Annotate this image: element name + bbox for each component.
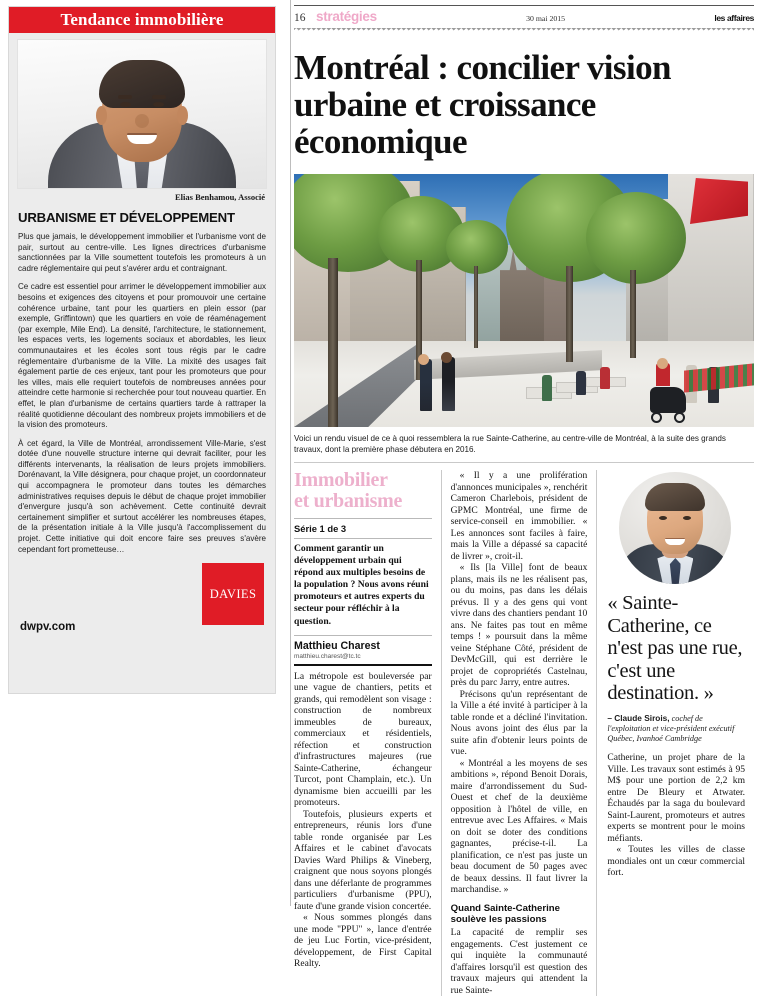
pull-quote: « Sainte-Catherine, ce n'est pas une rue, c'est une destination. » bbox=[607, 592, 743, 704]
publication-logo: les affaires bbox=[714, 13, 754, 23]
tree-trunk bbox=[328, 258, 338, 427]
tree-trunk bbox=[566, 266, 573, 362]
pull-quote-attribution-name: – Claude Sirois, bbox=[607, 712, 670, 723]
photo-brow-right bbox=[152, 95, 166, 99]
tree-trunk bbox=[630, 270, 636, 358]
davies-logo-text: DAVIES bbox=[209, 586, 257, 601]
byline-author: Matthieu Charest bbox=[294, 639, 380, 652]
photo-eye-left bbox=[120, 102, 131, 107]
byline-email[interactable]: matthieu.charest@tc.tc bbox=[294, 652, 361, 660]
article-paragraph: La capacité de remplir ses engagements. C'est justement ce qui inquiète la communauté d'affaires lorsqu'il est question des travaux majeurs qui attendent la rue Sainte- bbox=[450, 927, 588, 996]
serie-rule bbox=[294, 538, 432, 539]
series-kicker bbox=[294, 470, 432, 512]
tree bbox=[586, 192, 686, 284]
pull-quote-attribution-role: cochef de l'exploitation et vice-président exécutif Québec, Ivanhoé Cambridge bbox=[607, 713, 735, 743]
advertiser-website[interactable]: dwpv.com bbox=[20, 621, 76, 634]
advertorial-panel bbox=[8, 6, 276, 694]
article-subhead: Quand Sainte-Catherine soulève les passions bbox=[450, 902, 560, 925]
pull-quote-attribution bbox=[607, 713, 745, 745]
advertorial-banner bbox=[9, 7, 275, 33]
page-title: Montréal : concilier vision urbaine et croissance économique bbox=[294, 48, 671, 161]
advertorial-paragraph: Plus que jamais, le développement immobilier et l'urbanisme vont de pair, surtout au centre-ville. Les lignes directrices d'urbanisme sanctionnées par la Ville soumettent toutefois les promoteurs à un cadre réglementaire qui peut s'avérer ardu et contraignant. bbox=[18, 232, 266, 273]
article-column-2 bbox=[441, 470, 597, 996]
article-paragraph: « Nous sommes plongés dans une mode "PPU" », lance d'entrée de jeu Luc Fortin, vice-président, développement, de First Capital Realty. bbox=[294, 912, 432, 970]
article-paragraph: La métropole est bouleversée par une vague de chantiers, petits et grands, qui remodèlent son visage : construction de nombreux immeubles de bureaux, commerciaux et résidentiels, réfection et construction d'infrastructures majeures (rue Sainte-Catherine, échangeur Turcot, pont Champlain, etc.). Un dynamisme bien accueilli par les promoteurs. bbox=[294, 670, 432, 809]
advertorial-body bbox=[9, 210, 275, 649]
photo-ear-left bbox=[96, 106, 107, 125]
masthead bbox=[294, 5, 754, 26]
article-paragraph: Toutefois, plusieurs experts et entrepreneurs, réunis lors d'une table ronde organisée par Les Affaires et le cabinet d'avocats Davies Ward Philips & Vineberg, craignent que nous soyons plongés dans une déferlante de programmes particuliers d'urbanisme (PPU), faute d'une grande vision concertée. bbox=[294, 808, 432, 912]
photo-ear-right bbox=[177, 106, 188, 125]
source-portrait bbox=[619, 472, 731, 584]
portrait-hair bbox=[645, 483, 705, 511]
article-column-1 bbox=[294, 470, 441, 996]
series-kicker-line2: et urbanisme bbox=[294, 490, 403, 512]
advertorial-column bbox=[0, 0, 284, 906]
photo-hair bbox=[99, 60, 185, 108]
pedestrian bbox=[442, 357, 455, 411]
series-counter: Série 1 de 3 bbox=[294, 523, 347, 534]
article-paragraph: Catherine, un projet phare de la Ville. Les travaux sont estimés à 95 M$ pour une portion de 2,2 km entre De Bleury et Atwater. Échaudés par la saga du boulevard Saint-Laurent, promoteurs et autres experts se montrent pour le moins méfiants. bbox=[607, 752, 745, 844]
pedestrian-head bbox=[657, 358, 668, 369]
davies-logo bbox=[202, 563, 264, 625]
portrait-mouth bbox=[665, 538, 685, 545]
article-paragraph: « Il y a une prolifération d'annonces municipales », renchérit Cameron Charlebois, président de GPMC Montréal, une firme de service-conseil en immobilier. « Les annonces sont faciles à faire, mais la Ville a dépassé sa capacité de livrer », croit-il. bbox=[450, 470, 588, 562]
advertiser-block bbox=[18, 563, 266, 641]
article-paragraph: Précisons qu'un représentant de la Ville a été invité à participer à la table ronde et a décliné l'invitation. Nous avons joint des élus par la suite afin d'obtenir leurs points de vue. bbox=[450, 688, 588, 757]
pedestrian bbox=[420, 359, 432, 411]
stroller-wheel bbox=[651, 412, 662, 423]
article-paragraph: « Ils [la Ville] font de beaux plans, mais ils ne les réalisent pas, ou du moins, pas dans les délais prévus. Il y a des gens qui vont vivre dans des chantiers pendant 10 ans. Ne faites pas tout en même temps ! » poursuit dans la même veine Stéphane Côté, président de DevMcGill, qui est derrière le projet de copropriétés Castelnau, près du parc Jarry, entre autres. bbox=[450, 562, 588, 688]
street-rendering-image bbox=[294, 174, 754, 427]
seated-person bbox=[576, 371, 586, 395]
byline-rule-bottom bbox=[294, 664, 432, 666]
stroller-body bbox=[650, 387, 686, 413]
pedestrian-head bbox=[418, 354, 429, 365]
byline-rule-top bbox=[294, 635, 432, 636]
article-column-3 bbox=[596, 470, 754, 996]
advertorial-photo-wrap bbox=[9, 33, 275, 189]
advertorial-banner-title: Tendance immobilière bbox=[60, 10, 224, 29]
editorial-column bbox=[284, 0, 760, 996]
photo-eye-right bbox=[153, 102, 164, 107]
seated-person bbox=[600, 367, 610, 389]
kicker-rule bbox=[294, 518, 432, 519]
photo-caption: Voici un rendu visuel de ce à quoi ressemblera la rue Sainte-Catherine, au centre-ville de Montréal, à la suite des grands travaux, dont la première phase débutera en 2016. bbox=[294, 434, 726, 454]
decorative-zigzag-rule bbox=[294, 28, 754, 33]
caption-rule bbox=[294, 462, 754, 463]
author-photo-credit: Elias Benhamou, Associé bbox=[175, 192, 265, 202]
page-number: 16 bbox=[294, 12, 306, 24]
seated-person bbox=[542, 375, 552, 401]
article-paragraph: « Montréal a les moyens de ses ambitions », répond Benoit Dorais, maire d'arrondissement du Sud-Ouest et chef de la deuxième opposition à l'hôtel de ville, en entrevue avec Les Affaires. « Mais on doit se doter des conditions gagnantes, précise-t-il. La planification, ce n'est pas juste un beau document de 50 pages avec de beaux dessins. Il faut livrer la marchandise. » bbox=[450, 757, 588, 895]
tree-trunk bbox=[474, 266, 478, 348]
standfirst: Comment garantir un développement urbain qui répond aux multiples besoins de la population ? Nous avons réuni promoteurs et autres experts du secteur pour réfléchir à la question. bbox=[294, 543, 429, 627]
advertorial-paragraph: Ce cadre est essentiel pour arrimer le développement immobilier aux besoins et exigences des citoyens et pour promouvoir une certaine cohérence urbaine, tant pour les quartiers en plein essor (par exemple, Griffintown) que les quartiers en voie de réaménagement (par exemple, Mile End). La densité, l'architecture, le stationnement, les espaces verts, les logements sociaux et abordables, les lieux communautaires et les écoles sont tous régis par le cadre réglementaire d'urbanisme de la Ville. La mixité des usages fait également partie de ces enjeux, tant pour les promoteurs que pour les villes, mais elle requiert toutefois de nombreuses années pour atteindre cette harmonie si recherchée pour tout nouveau quartier. En effet, le plan d'urbanisme de certains quartiers tarde à rattraper la réalité quotidienne découlant des nombreux projets immobiliers et de la vision des promoteurs. bbox=[18, 282, 266, 430]
author-photo bbox=[17, 39, 267, 189]
stroller-wheel bbox=[674, 412, 685, 423]
stroller bbox=[650, 387, 686, 423]
article-paragraph: « Toutes les villes de classe mondiales ont un cœur commercial fort. bbox=[607, 844, 745, 879]
section-label: stratégies bbox=[316, 9, 377, 24]
photo-nose bbox=[135, 114, 149, 128]
pedestrian-head bbox=[441, 352, 452, 363]
advertorial-paragraph: À cet égard, la Ville de Montréal, arrondissement Ville-Marie, s'est dotée d'une nouvelle structure interne qui devrait faciliter, pour les différents intervenants, la réalisation de leurs projets immobiliers. Dorénavant, la Ville désignera, pour chaque projet, un coordonnateur qui accompagnera le promoteur dans toutes les démarches administratives requises depuis le début de chaque projet immobilier d'envergure jusqu'à son achèvement. Cette continuité devrait certainement simplifier et surtout accélérer les nombreuses étapes, de la présentation initiale à la Ville jusqu'à l'accomplissement du projet. Cette initiative qui doit encore faire ses preuves s'avère cependant fort prometteuse… bbox=[18, 438, 266, 554]
issue-date: 30 mai 2015 bbox=[526, 14, 566, 23]
advertorial-heading: URBANISME ET DÉVELOPPEMENT bbox=[18, 210, 235, 225]
photo-mouth bbox=[127, 133, 157, 144]
series-kicker-line1: Immobilier bbox=[294, 469, 388, 491]
article-columns bbox=[294, 470, 754, 996]
photo-brow-left bbox=[118, 95, 132, 99]
